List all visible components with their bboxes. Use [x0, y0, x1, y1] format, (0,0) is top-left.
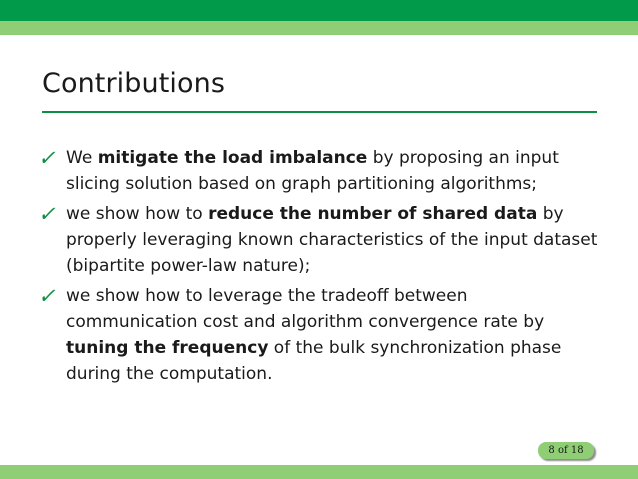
bullet-line: communication cost and algorithm convergence rate by: [66, 312, 545, 332]
header-sub-bar: [0, 21, 638, 35]
check-icon: ✓: [38, 146, 56, 170]
text-span: by: [537, 204, 564, 224]
list-item: [38, 201, 608, 279]
list-item: [38, 283, 608, 387]
check-icon: ✓: [38, 202, 56, 226]
bullet-line: properly leveraging known characteristics of the input dataset: [66, 230, 598, 250]
contribution-list: [38, 145, 608, 391]
header-bar: [0, 0, 638, 21]
bullet-line: we show how to leverage the tradeoff between: [66, 286, 468, 306]
text-span: we show how to: [66, 204, 209, 224]
bold-phrase: reduce the number of shared data: [208, 204, 538, 224]
bullet-line: [66, 335, 561, 361]
bold-phrase: tuning the frequency: [66, 338, 269, 358]
bullet-text: [66, 201, 597, 279]
footer-bar: [0, 465, 638, 479]
text-span: of the bulk synchronization phase: [268, 338, 562, 358]
bullet-line: [66, 201, 597, 227]
page-indicator: 8 of 18: [538, 442, 594, 459]
text-span: We: [66, 148, 98, 168]
text-span: by proposing an input: [367, 148, 559, 168]
bullet-text: [66, 283, 561, 387]
list-item: [38, 145, 608, 197]
bullet-line: during the computation.: [66, 364, 273, 384]
check-icon: ✓: [38, 284, 56, 308]
bold-phrase: mitigate the load imbalance: [97, 148, 368, 168]
title-divider: [42, 111, 597, 113]
bullet-line: (bipartite power-law nature);: [66, 256, 311, 276]
bullet-text: [66, 145, 559, 197]
bullet-line: slicing solution based on graph partitioning algorithms;: [66, 174, 538, 194]
bullet-line: [66, 145, 559, 171]
slide-title: Contributions: [42, 68, 226, 99]
